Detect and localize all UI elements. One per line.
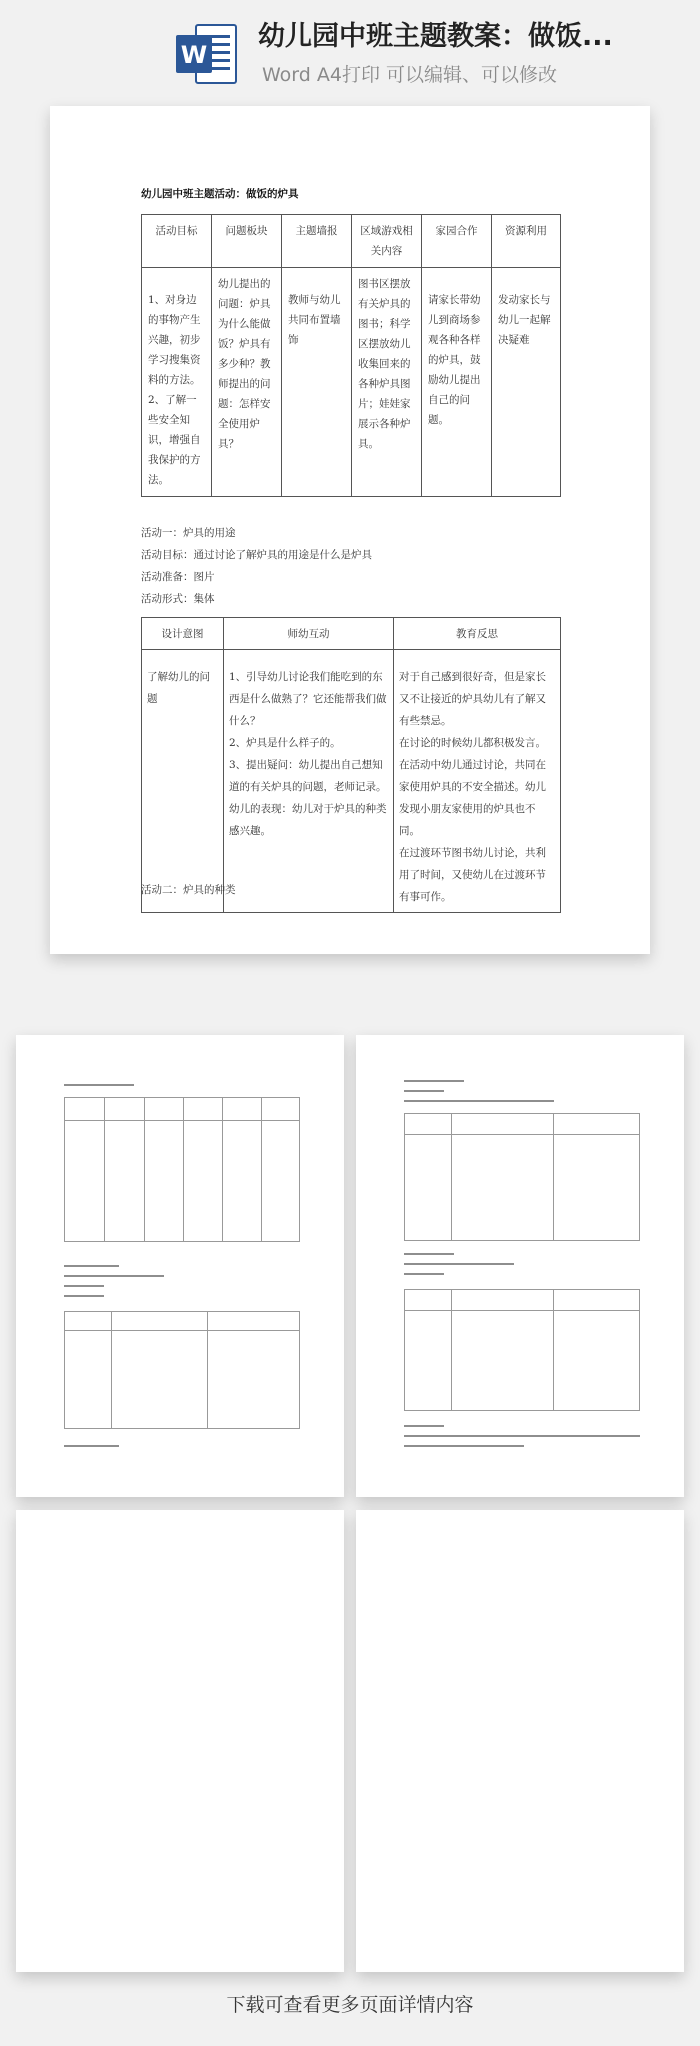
table-cell: 教师与幼儿共同布置墙饰 (282, 268, 352, 497)
page-header (0, 0, 700, 100)
doc-heading: 幼儿园中班主题活动：做饭的炉具 (141, 188, 299, 200)
activity-1-form: 活动形式：集体 (141, 593, 215, 605)
table-cell (394, 650, 561, 913)
table-header-cell: 设计意图 (142, 618, 224, 650)
theme-plan-table (141, 214, 561, 497)
thumb-table (64, 1311, 300, 1429)
page-thumbnail-3[interactable] (16, 1510, 344, 1972)
thumb-text-line (64, 1084, 134, 1086)
document-title: 幼儿园中班主题教案：做饭... (258, 21, 613, 52)
thumb-text-line (64, 1445, 119, 1447)
table-cell: 幼儿提出的问题：炉具为什么能做饭？炉具有多少种？教师提出的问题：怎样安全使用炉具？ (212, 268, 282, 497)
thumb-table (404, 1289, 640, 1411)
thumb-text-line (404, 1435, 640, 1437)
thumb-text-line (64, 1275, 164, 1277)
thumb-text-line (404, 1100, 554, 1102)
table-cell: 请家长带幼儿到商场参观各种各样的炉具，鼓励幼儿提出自己的问题。 (422, 268, 492, 497)
table-cell: 了解幼儿的问题 (142, 650, 224, 913)
thumb-text-line (404, 1080, 464, 1082)
thumb-text-line (404, 1263, 514, 1265)
thumb-table (64, 1097, 300, 1242)
table-header-cell: 师幼互动 (224, 618, 394, 650)
table-cell: 发动家长与幼儿一起解决疑难 (492, 268, 561, 497)
table-header-cell: 问题板块 (212, 215, 282, 268)
table-header-cell: 资源利用 (492, 215, 561, 268)
thumb-text-line (404, 1425, 444, 1427)
activity-1-name: 活动一：炉具的用途 (141, 527, 236, 539)
thumb-text-line (64, 1265, 119, 1267)
interaction-line: 3、提出疑问：幼儿提出自己想知道的有关炉具的问题，老师记录。 (229, 759, 387, 793)
reflection-line: 对于自己感到很好奇，但是家长又不让接近的炉具幼儿有了解又有些禁忌。 (399, 671, 546, 727)
table-header-cell: 家园合作 (422, 215, 492, 268)
activity-1-prep: 活动准备：图片 (141, 571, 215, 583)
page-preview-1[interactable] (50, 106, 650, 954)
thumb-text-line (64, 1295, 104, 1297)
svg-text:W: W (180, 41, 208, 69)
activity-1-goal: 活动目标：通过讨论了解炉具的用途是什么是炉具 (141, 549, 372, 561)
thumb-text-line (64, 1285, 104, 1287)
activity-table (141, 617, 561, 913)
thumb-text-line (404, 1445, 524, 1447)
table-cell: 图书区摆放有关炉具的图书；科学区摆放幼儿收集回来的各种炉具图片；娃娃家展示各种炉具。 (352, 268, 422, 497)
page-thumbnail-4[interactable] (356, 1510, 684, 1972)
page-thumbnail-2[interactable] (356, 1035, 684, 1497)
document-subtitle: Word A4打印 可以编辑、可以修改 (262, 64, 558, 86)
table-header-cell: 教育反思 (394, 618, 561, 650)
page-thumbnail-1[interactable] (16, 1035, 344, 1497)
thumb-text-line (404, 1253, 454, 1255)
interaction-line: 幼儿的表现：幼儿对于炉具的种类感兴趣。 (229, 803, 387, 837)
table-cell (224, 650, 394, 913)
table-header-cell: 区域游戏相关内容 (352, 215, 422, 268)
download-more-link[interactable]: 下载可查看更多页面详情内容 (226, 1994, 474, 2016)
thumb-text-line (404, 1090, 444, 1092)
reflection-line: 在过渡环节图书幼儿讨论，共利用了时间，又使幼儿在过渡环节有事可作。 (399, 847, 546, 903)
table-cell: 1、对身边的事物产生兴趣，初步学习搜集资料的方法。2、了解一些安全知识，增强自我保护的方法。 (142, 268, 212, 497)
word-file-icon (174, 21, 240, 87)
table-header-cell: 主题墙报 (282, 215, 352, 268)
thumb-table (404, 1113, 640, 1241)
reflection-line: 在活动中幼儿通过讨论，共同在家使用炉具的不安全描述。幼儿发现小朋友家使用的炉具也不同。 (399, 759, 546, 837)
interaction-line: 2、炉具是什么样子的。 (229, 737, 341, 749)
thumb-text-line (404, 1273, 444, 1275)
activity-2-name: 活动二：炉具的种类 (141, 884, 236, 896)
table-header-cell: 活动目标 (142, 215, 212, 268)
reflection-line: 在讨论的时候幼儿都积极发言。 (399, 737, 546, 749)
interaction-line: 1、引导幼儿讨论我们能吃到的东西是什么做熟了？它还能帮我们做什么？ (229, 671, 387, 727)
